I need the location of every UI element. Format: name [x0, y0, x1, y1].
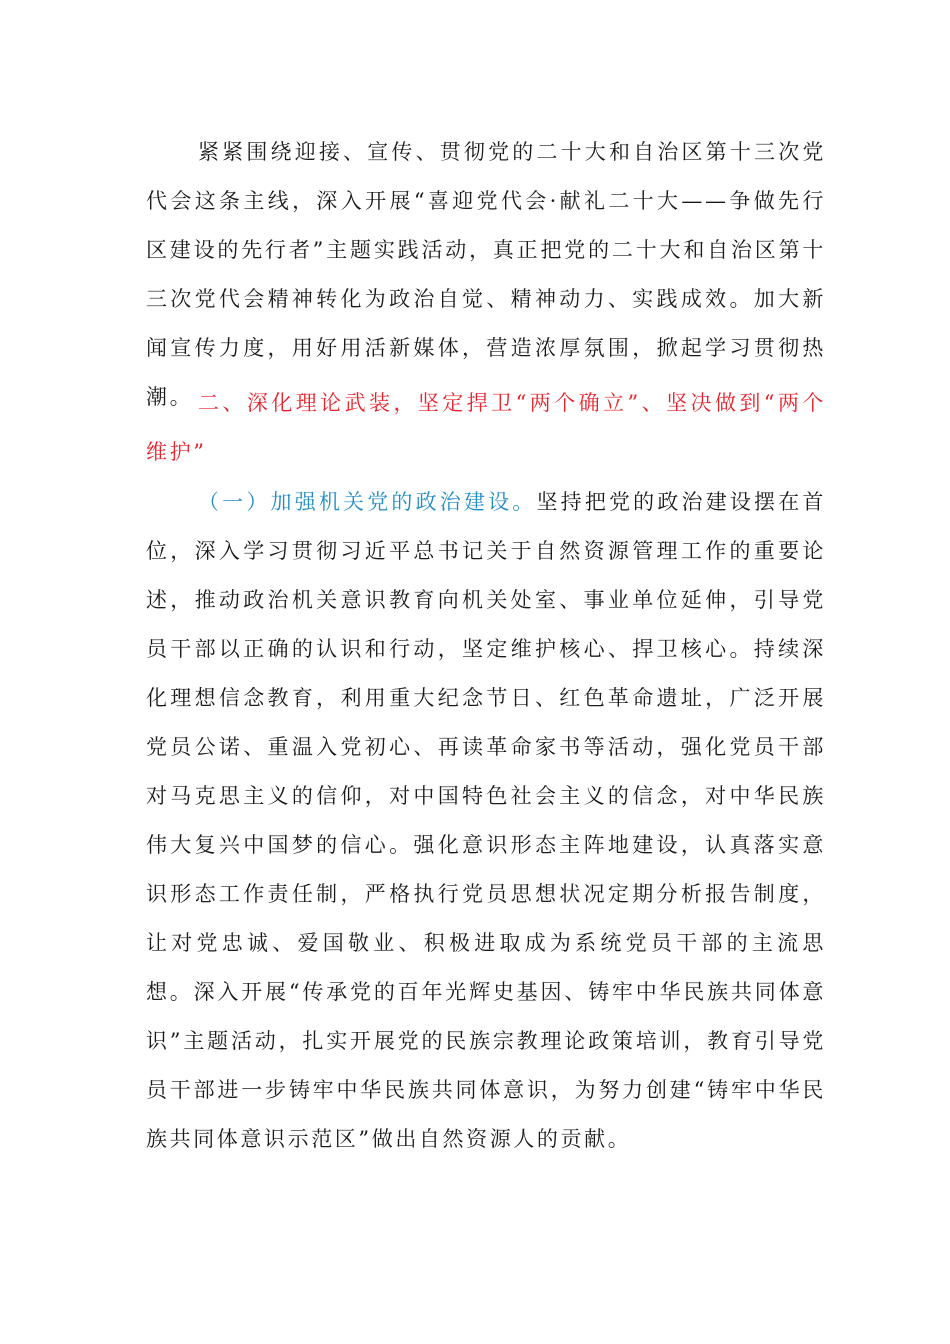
subsection-heading: （一）加强机关党的政治建设。 — [198, 490, 537, 514]
intro-paragraph: 紧紧围绕迎接、宣传、贯彻党的二十大和自治区第十三次党代会这条主线，深入开展“喜迎党代会·献礼二十大——争做先行区建设的先行者”主题实践活动，真正把党的二十大和自治区第十三次党代会精神转化为政治自觉、精神动力、实践成效。加大新闻宣传力度，用好用活新媒体，营造浓厚氛围，掀起学习贯彻热潮。 — [146, 140, 826, 409]
body-paragraph-text: 坚持把党的政治建设摆在首位，深入学习贯彻习近平总书记关于自然资源管理工作的重要论述，推动政治机关意识教育向机关处室、事业单位延伸，引导党员干部以正确的认识和行动，坚定维护核心、捍卫核心。持续深化理想信念教育，利用重大纪念节日、红色革命遗址，广泛开展党员公诺、重温入党初心、再读革命家书等活动，强化党员干部对马克思主义的信仰，对中国特色社会主义的信念，对中华民族伟大复兴中国梦的信心。强化意识形态主阵地建设，认真落实意识形态工作责任制，严格执行党员思想状况定期分析报告制度，让对党忠诚、爱国敬业、积极进取成为系统党员干部的主流思想。深入开展“传承党的百年光辉史基因、铸牢中华民族共同体意识”主题活动，扎实开展党的民族宗教理论政策培训，教育引导党员干部进一步铸牢中华民族共同体意识，为努力创建“铸牢中华民族共同体意识示范区”做出自然资源人的贡献。 — [146, 490, 826, 1151]
section-heading: 二、深化理论武装，坚定捍卫“两个确立”、坚决做到“两个维护” — [146, 391, 826, 464]
body-paragraph — [146, 478, 826, 1164]
